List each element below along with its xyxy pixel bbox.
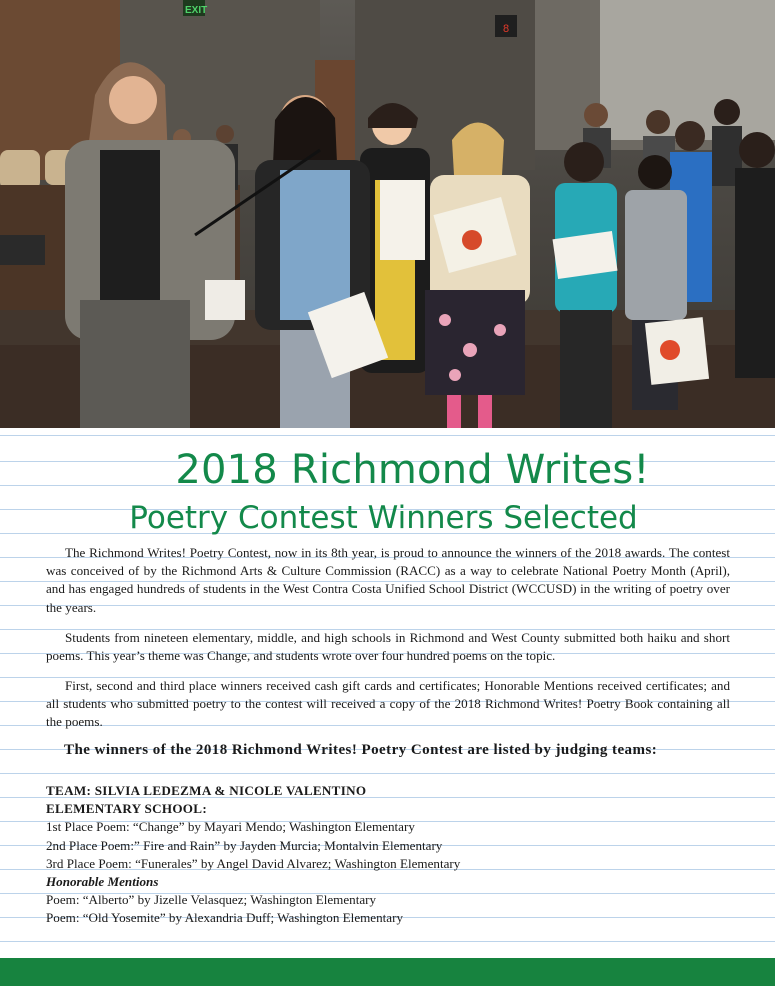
person-plaid — [280, 170, 350, 320]
svg-text:EXIT: EXIT — [185, 5, 208, 16]
honorable-mention-1: Poem: “Alberto” by Jizelle Velasquez; Washington Elementary — [46, 892, 377, 908]
place-third: 3rd Place Poem: “Funerales” by Angel David Alvarez; Washington Elementary — [46, 855, 461, 871]
submissions-paragraph: Students from nineteen elementary, middle, and high schools in Richmond and West County submitted both haiku and short poems. This year’s theme was Change, and students wrote over four hundred poems on the topic. — [46, 630, 730, 664]
footer-bar — [0, 958, 775, 986]
intro-paragraph: The Richmond Writes! Poetry Contest, now in its 8th year, is proud to announce the winners of the 2018 awards. The contest was conceived of by the Richmond Arts & Culture Commission (RACC) as a way to celebrate National Poetry Month (April), and has engaged hundreds of students in the West Contra Costa Unified School District (WCCUSD) in the writing of poetry over the years. — [46, 545, 730, 615]
photo-illustration — [0, 0, 775, 428]
honorable-mention-2: Poem: “Old Yosemite” by Alexandria Duff; Washington Elementary — [46, 910, 404, 926]
school-level: ELEMENTARY SCHOOL: — [46, 801, 207, 817]
winners-heading: The winners of the 2018 Richmond Writes! Poetry Contest are listed by judging teams: — [64, 742, 658, 758]
team-name: TEAM: SILVIA LEDEZMA & NICOLE VALENTINO — [46, 783, 367, 798]
header-photo — [0, 0, 775, 428]
page-title: 2018 Richmond Writes! — [175, 447, 650, 493]
subtitle-text: Poetry Contest Winners Selected — [129, 500, 638, 536]
place-first: 1st Place Poem: “Change” by Mayari Mendo; Washington Elementary — [46, 819, 415, 835]
place-second: 2nd Place Poem:” Fire and Rain” by Jayden Murcia; Montalvin Elementary — [46, 837, 443, 853]
page-subtitle — [0, 500, 775, 536]
person-boy — [625, 190, 687, 320]
prizes-paragraph: First, second and third place winners received cash gift cards and certificates; Honorable Mentions received certificates; and all students who submitted poetry to the contest will received a copy of the 2018 Richmond Writes! Poetry Book containing all the poems. — [46, 678, 730, 730]
svg-text:8: 8 — [503, 23, 510, 35]
honorable-mentions-label: Honorable Mentions — [46, 874, 159, 890]
winners-list — [46, 782, 746, 928]
